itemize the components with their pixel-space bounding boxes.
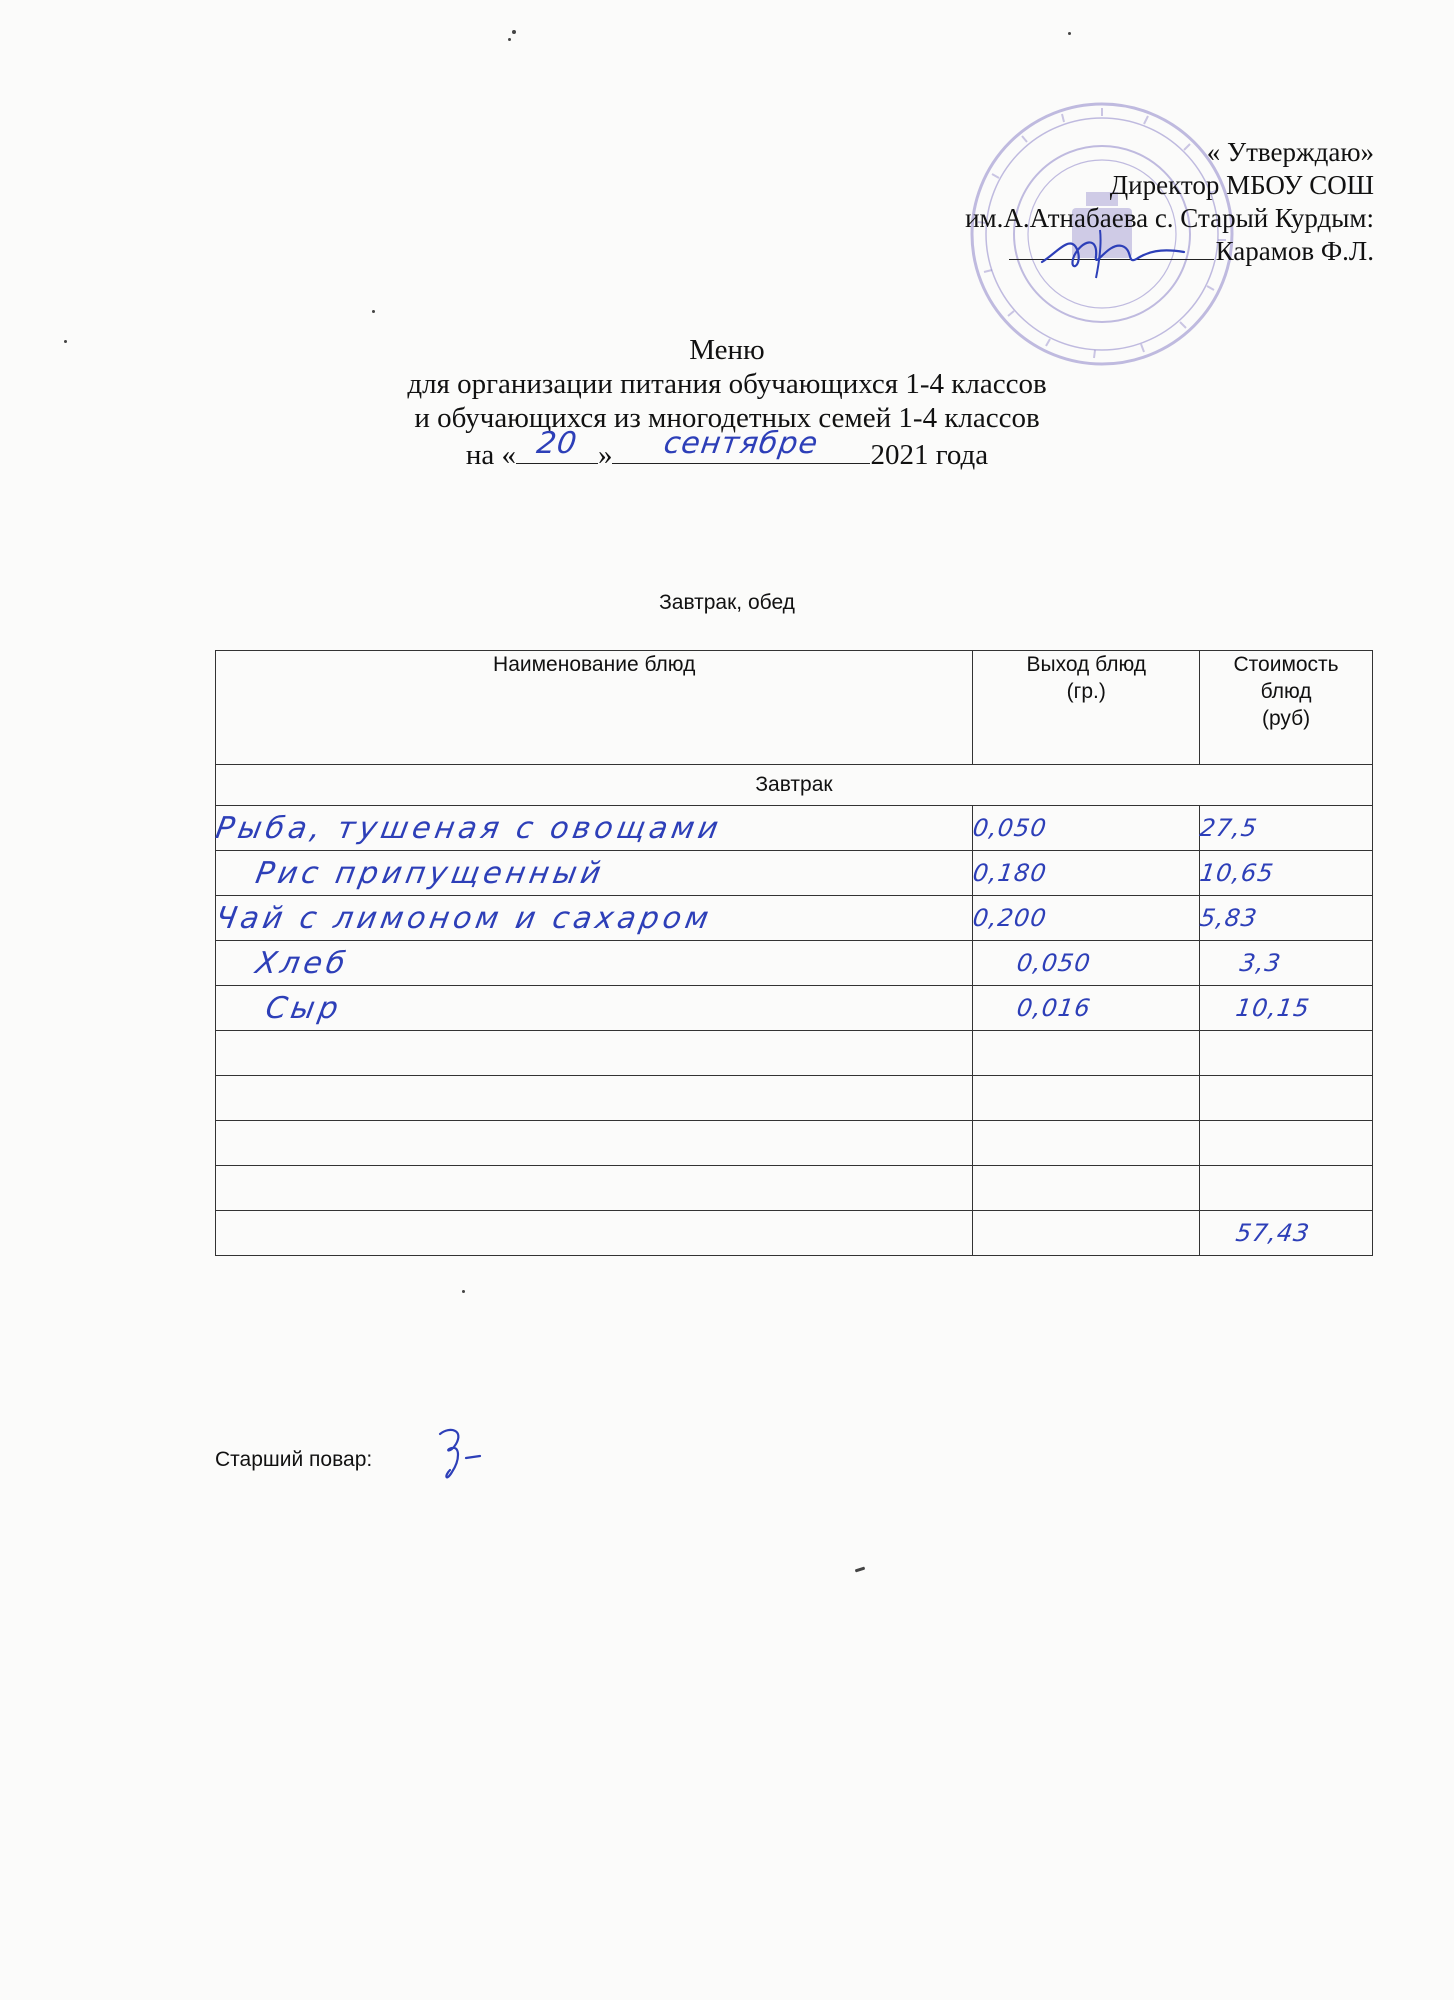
dish-cost: 10,65: [1198, 859, 1276, 887]
date-suffix: 2021 года: [870, 439, 989, 471]
empty-row: [216, 1031, 1373, 1076]
scan-speck: [462, 1290, 465, 1293]
dish-cost-cell: [1200, 806, 1373, 851]
dish-cost-cell: [1200, 986, 1373, 1031]
scan-speck: [1068, 32, 1071, 35]
empty-row: [216, 1166, 1373, 1211]
empty-cell: [216, 1031, 973, 1076]
dish-output-cell: [973, 986, 1200, 1031]
approval-position: Директор МБОУ СОШ: [1109, 170, 1374, 200]
dish-name: Хлеб: [252, 945, 352, 981]
empty-cell: [216, 1076, 973, 1121]
cook-signature: [430, 1420, 500, 1490]
dish-output-cell: [973, 806, 1200, 851]
title-date: [0, 426, 1454, 472]
dish-name-cell: [216, 941, 973, 986]
dish-cost: 3,3: [1238, 949, 1284, 977]
total-row: [216, 1211, 1373, 1256]
scan-speck: [508, 38, 511, 41]
header-cost-line3: (руб): [1261, 707, 1311, 730]
dish-output: 0,016: [1015, 994, 1094, 1022]
meal-subtitle: Завтрак, обед: [659, 591, 795, 614]
header-output-line1: Выход блюд: [1026, 653, 1147, 676]
section-row: [216, 765, 1373, 806]
document-title: [0, 333, 1454, 472]
dish-cost-cell: [1200, 851, 1373, 896]
empty-cell: [216, 1166, 973, 1211]
dish-name: Сыр: [262, 990, 345, 1026]
date-day-blank: [516, 426, 598, 464]
header-cost: [1200, 651, 1373, 765]
title-menu: Меню: [689, 334, 765, 366]
title-purpose: для организации питания обучающихся 1-4 классов: [407, 368, 1047, 400]
director-signature: [1038, 222, 1188, 282]
table-row: [216, 896, 1373, 941]
dish-cost-cell: [1200, 941, 1373, 986]
approval-signer: Карамов Ф.Л.: [1215, 236, 1374, 266]
dish-output-cell: [973, 941, 1200, 986]
dish-name-cell: [212, 896, 973, 941]
dish-cost: 27,5: [1198, 814, 1260, 842]
dish-name-cell: [216, 851, 973, 896]
total-cost-cell: [1200, 1211, 1373, 1256]
approval-school: им.А.Атнабаева с. Старый Курдым:: [965, 203, 1374, 233]
header-output-line2: (гр.): [1066, 680, 1106, 703]
scan-speck: [372, 310, 375, 313]
empty-cell: [1200, 1031, 1373, 1076]
header-cost-line2: блюд: [1260, 680, 1312, 703]
dish-name: Рыба, тушеная с овощами: [212, 810, 725, 846]
table-row: [216, 851, 1373, 896]
table-header-row: [216, 651, 1373, 765]
approval-heading: « Утверждаю»: [1206, 137, 1374, 167]
dish-name-cell: [216, 986, 973, 1031]
scan-speck: [855, 1567, 865, 1573]
table-row: [216, 986, 1373, 1031]
menu-table: [212, 650, 1373, 1256]
title-audience: и обучающихся из многодетных семей 1-4 классов: [414, 402, 1040, 434]
header-dish-name: Наименование блюд: [216, 651, 973, 765]
dish-cost: 5,83: [1198, 904, 1260, 932]
empty-row: [216, 1076, 1373, 1121]
empty-cell: [216, 1211, 973, 1256]
dish-name: Чай с лимоном и сахаром: [212, 900, 715, 936]
date-month-blank: [612, 426, 870, 464]
scan-speck: [512, 30, 516, 34]
cook-label: Старший повар:: [215, 1448, 373, 1471]
dish-name-cell: [212, 806, 973, 851]
empty-cell: [1200, 1166, 1373, 1211]
empty-cell: [973, 1166, 1200, 1211]
dish-cost: 10,15: [1234, 994, 1312, 1022]
header-cost-line1: Стоимость: [1233, 653, 1339, 676]
empty-cell: [973, 1211, 1200, 1256]
empty-row: [216, 1121, 1373, 1166]
empty-cell: [1200, 1076, 1373, 1121]
dish-output: 0,050: [1015, 949, 1094, 977]
table-row: [216, 941, 1373, 986]
dish-output-cell: [973, 896, 1200, 941]
dish-name: Рис припущенный: [252, 855, 608, 891]
dish-output-cell: [973, 851, 1200, 896]
dish-cost-cell: [1200, 896, 1373, 941]
dish-output: 0,180: [971, 859, 1050, 887]
dish-output: 0,200: [971, 904, 1050, 932]
section-breakfast: Завтрак: [216, 765, 1373, 806]
empty-cell: [1200, 1121, 1373, 1166]
date-day: 20: [534, 426, 580, 461]
empty-cell: [973, 1121, 1200, 1166]
date-prefix: на «: [465, 439, 516, 471]
empty-cell: [973, 1076, 1200, 1121]
total-cost: 57,43: [1234, 1219, 1312, 1247]
empty-cell: [973, 1031, 1200, 1076]
table-row: [216, 806, 1373, 851]
dish-output: 0,050: [971, 814, 1050, 842]
date-month: сентябре: [662, 426, 822, 461]
empty-cell: [216, 1121, 973, 1166]
date-mid: »: [597, 439, 613, 471]
header-output: [973, 651, 1200, 765]
